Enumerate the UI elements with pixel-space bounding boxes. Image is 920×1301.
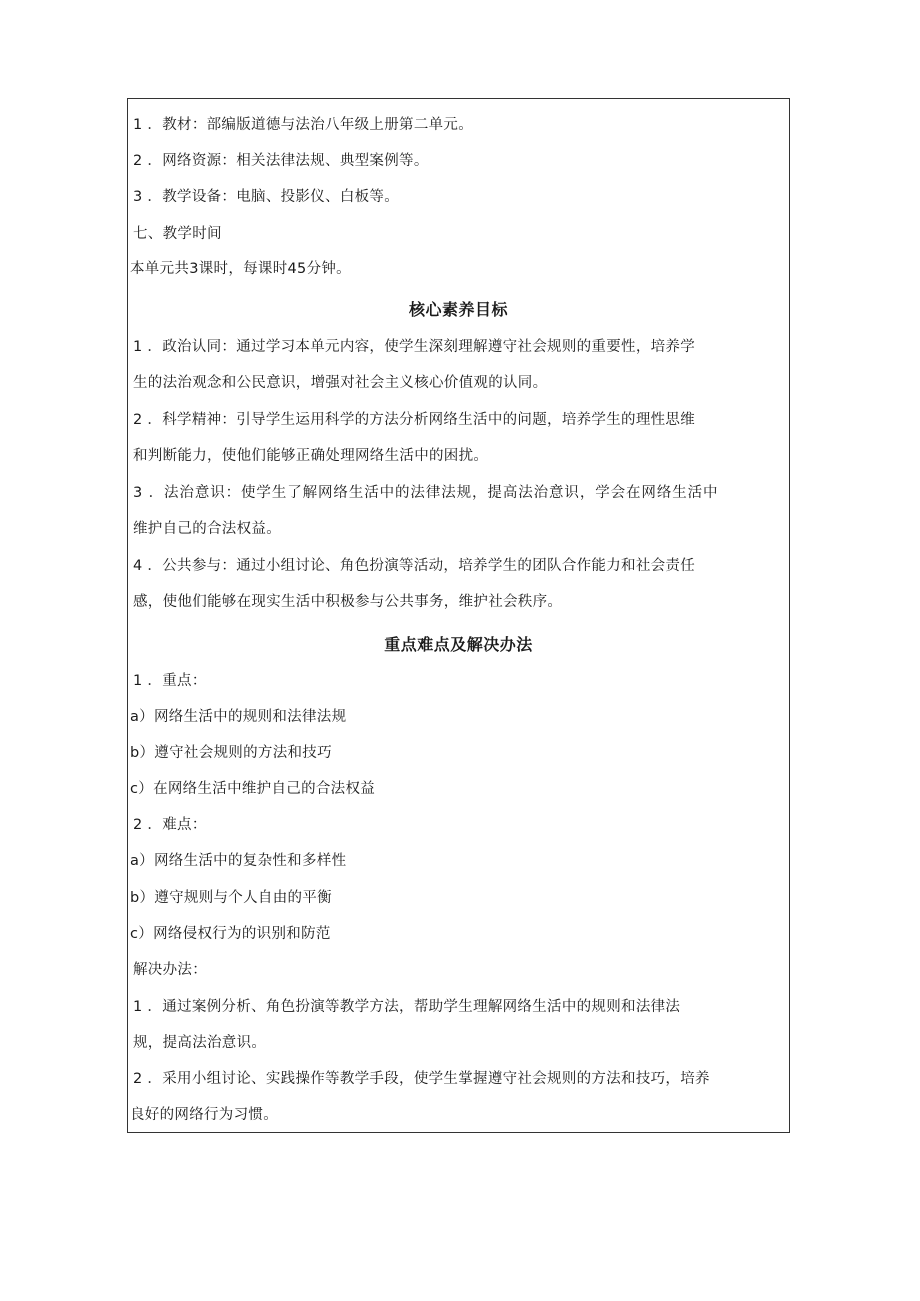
resource-item-network: 2 ．网络资源：相关法律法规、典型案例等。 — [133, 153, 429, 169]
resource-item-textbook: 1 ．教材：部编版道德与法治八年级上册第二单元。 — [133, 117, 474, 133]
solution-2-line-1: 2 ．采用小组讨论、实践操作等教学手段，使学生掌握遵守社会规则的方法和技巧，培养 — [133, 1071, 710, 1087]
solution-2-line-2: 良好的网络行为习惯。 — [130, 1107, 278, 1123]
solution-1-line-2: 规，提高法治意识。 — [133, 1035, 267, 1051]
difficult-point-b: b）遵守规则与个人自由的平衡 — [130, 890, 332, 906]
core-item-2-line-1: 2 ．科学精神：引导学生运用科学的方法分析网络生活中的问题，培养学生的理性思维 — [133, 412, 696, 428]
teaching-time-heading: 七、教学时间 — [133, 226, 222, 242]
teaching-time-text: 本单元共3课时，每课时45分钟。 — [130, 261, 351, 277]
core-item-2-line-2: 和判断能力，使他们能够正确处理网络生活中的困扰。 — [133, 448, 489, 464]
key-point-c: c）在网络生活中维护自己的合法权益 — [130, 781, 376, 797]
core-item-3-line-2: 维护自己的合法权益。 — [133, 521, 281, 537]
core-competency-title: 核心素养目标 — [408, 300, 508, 319]
core-item-4-line-1: 4 ．公共参与：通过小组讨论、角色扮演等活动，培养学生的团队合作能力和社会责任 — [133, 558, 696, 574]
key-points-heading: 1 ．重点： — [133, 673, 207, 689]
difficult-points-heading: 2 ．难点： — [133, 817, 207, 833]
core-item-4-line-2: 感，使他们能够在现实生活中积极参与公共事务，维护社会秩序。 — [133, 594, 563, 610]
lesson-plan-table — [127, 98, 790, 1133]
core-item-3-line-1: 3 ．法治意识：使学生了解网络生活中的法律法规，提高法治意识，学会在网络生活中 — [133, 485, 719, 501]
key-point-a: a）网络生活中的规则和法律法规 — [130, 709, 347, 725]
core-item-1-line-1: 1 ．政治认同：通过学习本单元内容，使学生深刻理解遵守社会规则的重要性，培养学 — [133, 339, 696, 355]
difficult-point-a: a）网络生活中的复杂性和多样性 — [130, 853, 347, 869]
core-item-1-line-2: 生的法治观念和公民意识，增强对社会主义核心价值观的认同。 — [133, 375, 548, 391]
difficult-point-c: c）网络侵权行为的识别和防范 — [130, 926, 331, 942]
solution-1-line-1: 1 ．通过案例分析、角色扮演等教学方法，帮助学生理解网络生活中的规则和法律法 — [133, 999, 681, 1015]
solutions-heading: 解决办法： — [133, 962, 207, 978]
resource-item-equipment: 3 ．教学设备：电脑、投影仪、白板等。 — [133, 189, 400, 205]
key-point-b: b）遵守社会规则的方法和技巧 — [130, 745, 332, 761]
key-difficult-points-title: 重点难点及解决办法 — [384, 635, 533, 654]
